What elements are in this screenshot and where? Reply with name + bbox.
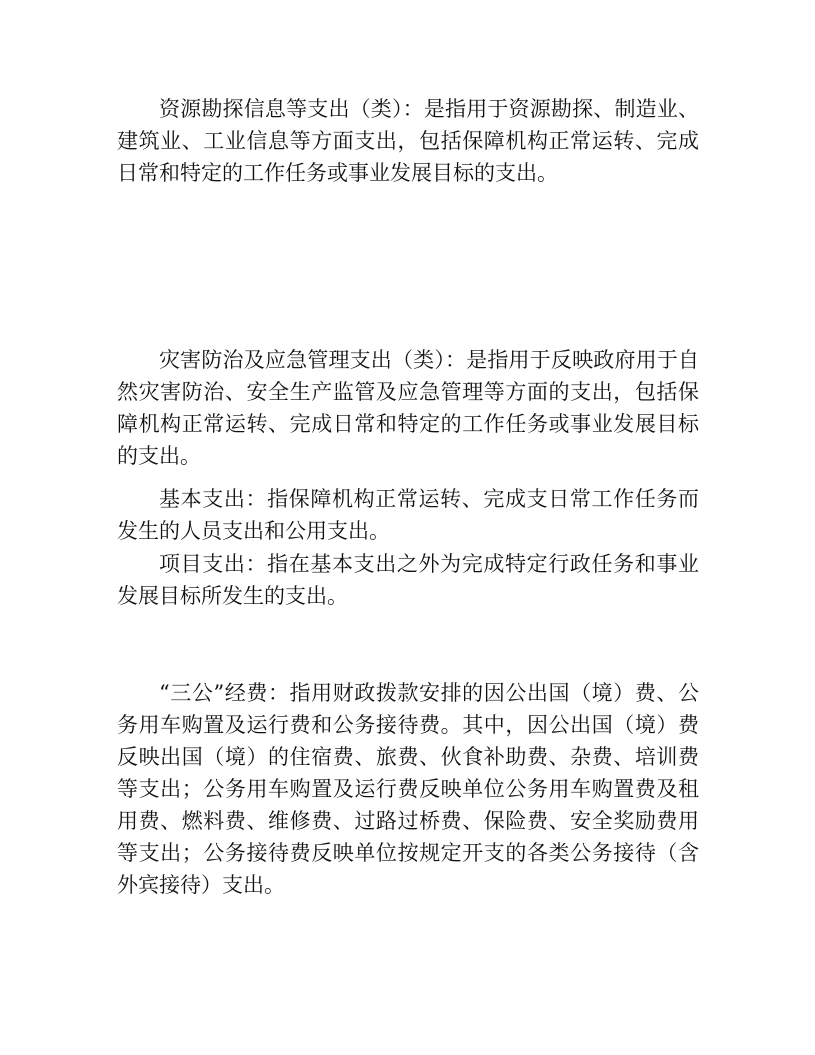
paragraph-resource-exploration-expenditure: 资源勘探信息等支出（类）：是指用于资源勘探、制造业、建筑业、工业信息等方面支出，包括保障机构正常运转、完成日常和特定的工作任务或事业发展目标的支出。 (117, 97, 699, 185)
paragraph-basic-expenditure: 基本支出：指保障机构正常运转、完成支日常工作任务而发生的人员支出和公用支出。 (117, 487, 699, 543)
paragraph-project-expenditure: 项目支出：指在基本支出之外为完成特定行政任务和事业发展目标所发生的支出。 (117, 552, 699, 608)
paragraph-disaster-prevention-expenditure: 灾害防治及应急管理支出（类）：是指用于反映政府用于自然灾害防治、安全生产监管及应急管理等方面的支出，包括保障机构正常运转、完成日常和特定的工作任务或事业发展目标的支出。 (117, 348, 699, 468)
paragraph-three-public-expenses: “三公”经费：指用财政拨款安排的因公出国（境）费、公务用车购置及运行费和公务接待费。其中，因公出国（境）费反映出国（境）的住宿费、旅费、伙食补助费、杂费、培训费等支出；公务用车购置及运行费反映单位公务用车购置费及租用费、燃料费、维修费、过路过桥费、保险费、安全奖励费用等支出；公务接待费反映单位按规定开支的各类公务接待（含外宾接待）支出。 (117, 681, 699, 897)
